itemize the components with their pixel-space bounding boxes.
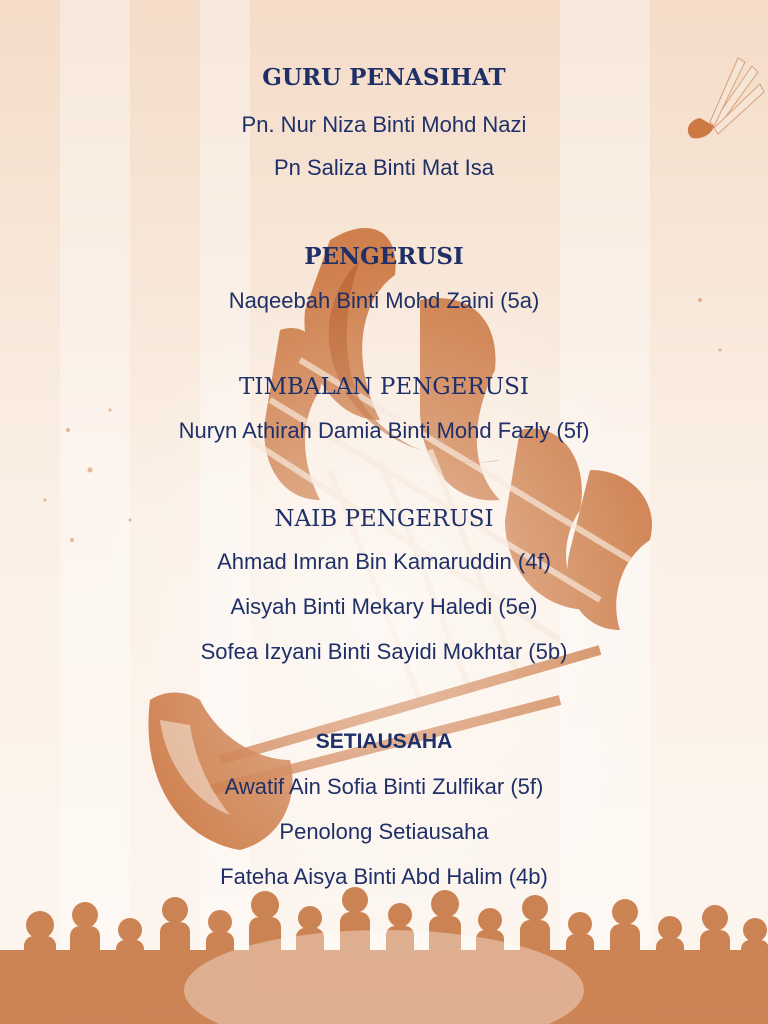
member-name: Ahmad Imran Bin Kamaruddin (4f) (217, 549, 551, 574)
member-name: Nuryn Athirah Damia Binti Mohd Fazly (5f) (178, 418, 590, 443)
role-label: Penolong Setiausaha (279, 819, 489, 844)
heading-setiausaha: SETIAUSAHA (315, 730, 453, 753)
member-name: Naqeebah Binti Mohd Zaini (5a) (228, 288, 540, 313)
member-name: Pn. Nur Niza Binti Mohd Nazi (241, 112, 527, 137)
member-name: Sofea Izyani Binti Sayidi Mokhtar (5b) (200, 639, 568, 664)
heading-pengerusi: PENGERUSI (304, 243, 464, 270)
member-name: Aisyah Binti Mekary Haledi (5e) (230, 594, 538, 619)
heading-timbalan-pengerusi: TIMBALAN PENGERUSI (239, 374, 529, 400)
member-name: Awatif Ain Sofia Binti Zulfikar (5f) (224, 774, 544, 799)
heading-naib-pengerusi: NAIB PENGERUSI (274, 506, 494, 532)
member-name: Pn Saliza Binti Mat Isa (273, 155, 495, 180)
member-name: Fateha Aisya Binti Abd Halim (4b) (220, 864, 548, 889)
heading-guru-penasihat: GURU PENASIHAT (262, 64, 506, 91)
